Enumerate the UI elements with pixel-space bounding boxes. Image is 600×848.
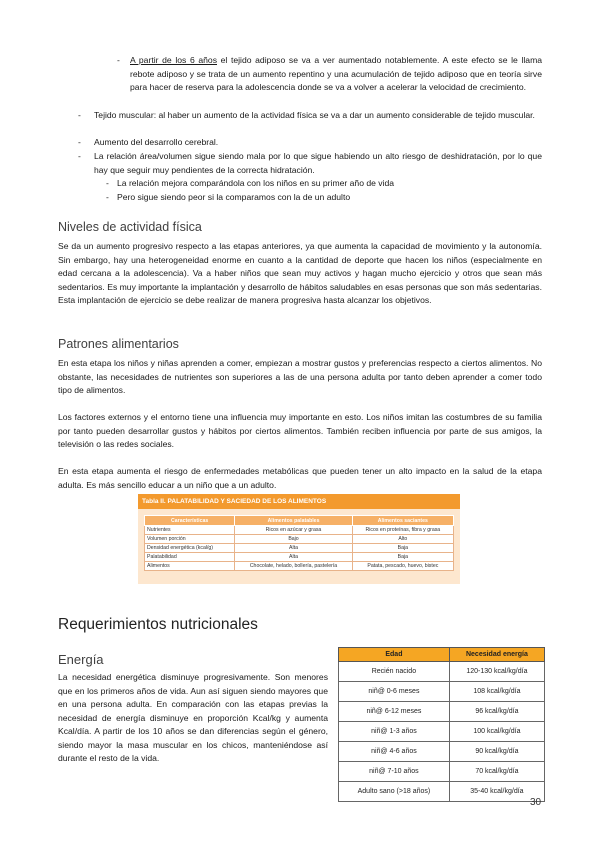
table-row [145,526,454,535]
table-cell: Chocolate, helado, bollería, pastelería [235,562,352,571]
list-dash: - [78,137,81,147]
table-row [145,562,454,571]
table-cell: 120-130 kcal/kg/día [449,662,544,682]
list-item-adipose [130,54,542,95]
heading-requirements: Requerimientos nutricionales [58,616,258,633]
table-cell: Alimentos [145,562,235,571]
list-dash: - [78,110,81,120]
table-header: Edad [339,648,450,662]
table-cell: 100 kcal/kg/día [449,722,544,742]
table-header: Características [145,516,235,526]
table-row [339,742,545,762]
palatability-table [144,515,454,571]
list-dash: - [78,151,81,161]
table-cell: Densidad energética (kcal/g) [145,544,235,553]
table-header: Alimentos saciantes [352,516,453,526]
heading-energy: Energía [58,652,104,667]
list-dash: - [106,192,109,202]
table-row [145,544,454,553]
table-cell: Alto [352,535,453,544]
list-dash: - [117,55,120,65]
table-cell: niñ@ 1-3 años [339,722,450,742]
table-cell: Ricos en proteínas, fibra y grasa [352,526,453,535]
table-cell: 96 kcal/kg/día [449,702,544,722]
list-item-muscle: Tejido muscular: al haber un aumento de la actividad física se va a dar un aumento considerable de tejido muscular. [94,110,535,120]
table-row [339,682,545,702]
paragraph-energy: La necesidad energética disminuye progresivamente. Son menores que en los primeros años de vida. Aun así siguen siendo mayores que en una persona adulta. En comparación con las etapas previas la necesidad de energía disminuye en proporción Kcal/kg y aumenta Kcal/día. A partir de los 10 años se dan diferencias según el género, siendo mayor la masa muscular en los chicos, manteniéndose así durante el resto de la vida. [58,672,328,763]
table-header: Necesidad energía [449,648,544,662]
heading-activity: Niveles de actividad física [58,220,202,234]
table-cell: 90 kcal/kg/día [449,742,544,762]
underlined-phrase: A partir de los 6 años [130,55,217,65]
table-row [339,722,545,742]
table-row [145,553,454,562]
sub-item-1: La relación mejora comparándola con los niños en su primer año de vida [117,178,395,188]
table-cell: Volumen porción [145,535,235,544]
table-cell: niñ@ 4-6 años [339,742,450,762]
table-cell: Ricos en azúcar y grasa [235,526,352,535]
table-cell: Baja [352,544,453,553]
paragraph-food-2: Los factores externos y el entorno tiene una influencia muy importante en esto. Los niños imitan las costumbres de su familia por tanto pueden desarrollar gustos y hábitos por ciertos alimentos. También reciben influencia por parte de sus amigos, la televisión o las redes sociales. [58,412,542,449]
table-cell: Alta [235,544,352,553]
sub-item-2: Pero sigue siendo peor si la comparamos con la de un adulto [117,192,351,202]
table-row [339,782,545,802]
table-row [339,662,545,682]
palatability-table-figure [138,494,460,584]
table-row [145,535,454,544]
table-cell: Adulto sano (>18 años) [339,782,450,802]
list-item-brain: Aumento del desarrollo cerebral. [94,137,219,147]
table-cell: 108 kcal/kg/día [449,682,544,702]
page-number: 30 [530,797,542,808]
table-cell: Alta [235,553,352,562]
table-cell: Baja [352,553,453,562]
list-item-ratio: La relación área/volumen sigue siendo mala por lo que sigue habiendo un alto riesgo de deshidratación, por lo que hay que seguir muy pendientes de la correcta hidratación. [94,151,542,175]
paragraph-food-3: En esta etapa aumenta el riesgo de enfermedades metabólicas que pueden tener un alto impacto en la salud de la etapa adulta. Es más sencillo educar a un niño que a un adulto. [58,466,542,490]
heading-food: Patrones alimentarios [58,337,179,351]
paragraph-food-1: En esta etapa los niños y niñas aprenden a comer, empiezan a mostrar gustos y preferencias respecto a ciertos alimentos. No obstante, las necesidades de nutrientes son superiores a las de una persona adulta por tanto deben aprender a comer todo tipo de alimentos. [58,358,542,395]
table-cell: 35-40 kcal/kg/día [449,782,544,802]
table-cell: niñ@ 0-6 meses [339,682,450,702]
table-cell: Nutrientes [145,526,235,535]
table-cell: niñ@ 6-12 meses [339,702,450,722]
table-header: Alimentos palatables [235,516,352,526]
table-title: Tabla II. PALATABILIDAD Y SACIEDAD DE LOS ALIMENTOS [138,494,460,509]
table-cell: Bajo [235,535,352,544]
paragraph-activity: Se da un aumento progresivo respecto a las etapas anteriores, ya que aumenta la capacidad de movimiento y la autonomía. Sin embargo, hay una heterogeneidad enorme en cuanto a la cantidad de deporte que hacen los niños (especialmente en edad cercana a la adolescencia). Va a haber niños que sean muy activos y hagan mucho ejercicio y otros que sean más sedentarios. Es muy importante la implantación y desarrollo de hábitos saludables en esas personas que son más sedentarias. Esta implantación de ejercicio se debe realizar de manera progresiva hasta alcanzar los objetivos. [58,241,542,305]
table-cell: niñ@ 7-10 años [339,762,450,782]
list-item-text: el tejido adiposo se va a ver aumentado notablemente. A este efecto se le llama rebote adiposo y se trata de un aumento repentino y una acumulación de tejido adiposo que en teoría sirve para hacer de reserva para la adolescencia donde se va a volver a acelerar la velocidad de crecimiento. [130,55,543,92]
table-cell: Palatabilidad [145,553,235,562]
energy-needs-table [338,647,545,802]
table-cell: Recién nacido [339,662,450,682]
list-dash: - [106,178,109,188]
table-row [339,702,545,722]
table-row [339,762,545,782]
table-cell: 70 kcal/kg/día [449,762,544,782]
table-cell: Patata, pescado, huevo, bistec [352,562,453,571]
